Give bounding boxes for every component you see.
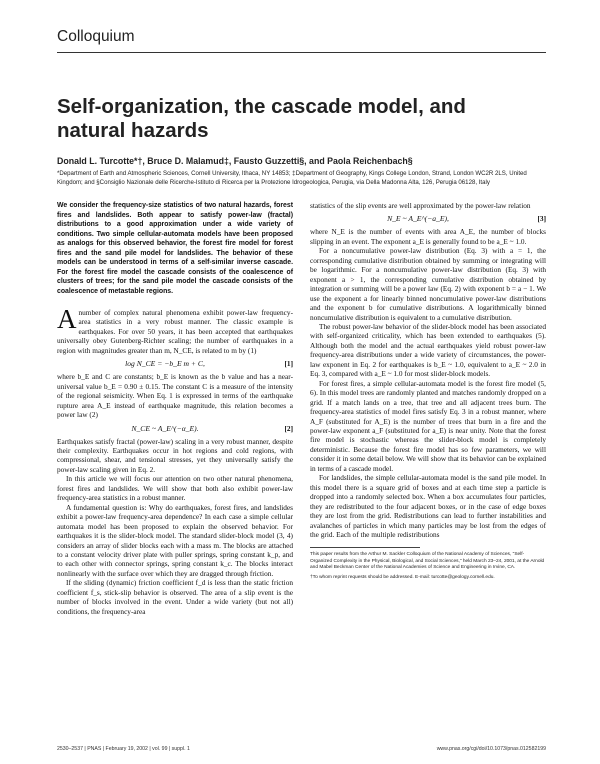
article-title: Self-organization, the cascade model, and natural hazards: [57, 95, 466, 142]
right-column: [310, 201, 546, 584]
header-rule: [57, 52, 546, 53]
paragraph: The robust power-law behavior of the slider-block model has been associated with self-organized criticality, which has been extended to earthquakes (5). Although both the model and the actual earthquakes yield robust power-law frequency-area distributions under a wide variety of circumstances, the power-law exponent in Eq. 2 for earthquakes is b_E ~ 1.0, equivalent to a_E ~ 2.0 in Eq. 3, compared with a_E ~ 1.0 for most slider-block models.: [310, 321, 546, 379]
equation-3: [310, 210, 546, 227]
affiliations: *Department of Earth and Atmospheric Sciences, Cornell University, Ithaca, NY 14853; ‡Department of Geography, Kings College London, Strand, London WC2R 2LS, United Kingdom; and §Consiglio Nazionale delle Ricerche-Istituto di Ricerca per la Protezione Idrogeologica, Perugia, via Della Madonna Alta, 126, Perugia 06128, Italy: [57, 170, 527, 186]
paragraph-text: number of complex natural phenomena exhibit power-law frequency-area statistics in a very robust manner. The classic example is earthquakes. For over 50 years, it has been accepted that earthquakes universally obey Gutenberg-Richter scaling; the number of earthquakes in a region with magnitudes greater than m, N_CE, is related to m by (1): [57, 308, 293, 355]
footnote: This paper results from the Arthur M. Sackler Colloquium of the National Academy of Sciences, "Self-Organized Complexity in the Physical, Biological, and Social Sciences," held March 23–24, 2001, at the Arnold and Mabel Beckman Center of the National Academies of Science and Engineering in Irvine, CA.: [310, 552, 545, 571]
footer-doi: www.pnas.org/cgi/doi/10.1073/pnas.012582199: [436, 746, 546, 752]
footer-citation: 2530–2537 | PNAS | February 19, 2002 | vol. 99 | suppl. 1: [57, 746, 190, 752]
drop-cap: A: [57, 304, 77, 334]
left-column: [57, 201, 293, 616]
section-label: Colloquium: [57, 28, 135, 45]
equation-expression: log N_CE = −b_E m + C,: [125, 359, 205, 369]
equation-number: [1]: [284, 359, 293, 369]
paragraph: Earthquakes satisfy fractal (power-law) scaling in a very robust manner, despite their complexity. Earthquakes occur in hot regions and cold regions, with compressional, shear, and tensional stresses, yet they universally satisfy the power-law scaling given in Eq. 2.: [57, 436, 293, 474]
paragraph: where N_E is the number of events with area A_E, the number of blocks slipping in an event. The exponent a_E is generally found to be a_E ~ 1.0.: [310, 227, 546, 246]
paragraph: A fundamental question is: Why do earthquakes, forest fires, and landslides exhibit a power-law frequency-area dependence? In each case a simple cellular automata model has been proposed to explain the observed behavior. For earthquakes it is the slider-block model. The standard slider-block model (3, 4) considers an array of slider blocks each with a mass m. The blocks are attached to a constant velocity driver plate with puller springs, spring constant k_p, and to each other with connector springs, spring constant k_c. The blocks interact nonlinearly with the surface over which they are dragged through friction.: [57, 502, 293, 578]
paragraph: where b_E and C are constants; b_E is known as the b value and has a near-universal value b_E = 0.90 ± 0.15. The constant C is a measure of the intensity of the regional seismicity. When Eq. 1 is expressed in terms of the earthquake rupture area A_E instead of earthquake magnitude, this relation becomes a power law (2): [57, 372, 293, 420]
paragraph: [57, 304, 293, 355]
paragraph: In this article we will focus our attention on two other natural phenomena, forest fires and landslides. We will show that both also exhibit power-law frequency-area statistics in a robust manner.: [57, 474, 293, 503]
equation-expression: N_CE ~ A_E^(−α_E).: [131, 423, 199, 433]
equation-number: [3]: [537, 214, 546, 224]
paragraph: statistics of the slip events are well approximated by the power-law relation: [310, 201, 531, 210]
paragraph: If the sliding (dynamic) friction coefficient f_d is less than the static friction coefficient f_s, stick-slip behavior is observed. The area of a slip event is the number of blocks involved in the event. Under a wide variety (but not all) conditions, the frequency-area: [57, 578, 293, 616]
paragraph: For a noncumulative power-law distribution (Eq. 3) with a = 1, the corresponding cumulative distribution obtained by summing or integrating will be logarithmic. For a noncumulative power-law distribution (Eq. 3) with exponent a > 1, the corresponding cumulative distribution obtained by integration or summing will be a power law (Eq. 2) with exponent b = a − 1. We use the exponent a for linearly binned noncumulative power-law distributions and the exponent b for cumulative distributions. A logarithmically binned noncumulative distribution is equivalent to a cumulative distribution.: [310, 246, 546, 322]
equation-2: [57, 420, 293, 437]
equation-expression: N_E ~ A_E^(−a_E),: [387, 214, 449, 224]
footnote-rule: [310, 547, 420, 548]
footnote: †To whom reprint requests should be addressed. E-mail: turcotte@geology.cornell.edu.: [310, 574, 495, 580]
equation-1: [57, 355, 293, 372]
equation-number: [2]: [284, 423, 293, 433]
abstract: We consider the frequency-size statistics of two natural hazards, forest fires and landslides. Both appear to satisfy power-law (fractal) distributions to a good approximation under a wide variety of conditions. Two simple cellular-automata models have been proposed as analogs for this observed behavior, the forest fire model for forest fires and the sand pile model for landslides. The behavior of these models can be understood in terms of a self-similar inverse cascade. For the forest fire model the cascade consists of the coalescence of clusters of trees; for the sand pile model the cascade consists of the coalescence of metastable regions.: [57, 202, 293, 295]
paragraph: For landslides, the simple cellular-automata model is the sand pile model. In this model there is a square grid of boxes and at each time step a particle is dropped into a randomly selected box. When a box accumulates four particles, they are redistributed to the four adjacent boxes, or in the case of edge boxes they are lost from the grid. Redistributions can lead to further instabilities and avalanches of particles in which many particles may be lost from the edges of the grid. Each of the multiple redistributions: [310, 473, 546, 539]
authors: Donald L. Turcotte*†, Bruce D. Malamud‡, Fausto Guzzetti§, and Paola Reichenbach§: [57, 156, 413, 166]
paragraph: For forest fires, a simple cellular-automata model is the forest fire model (5, 6). In this model trees are randomly planted and matches randomly dropped on a grid. If a match lands on a tree, that tree and all adjacent trees burn. The frequency-area statistics of model fires satisfy Eq. 3 in a robust manner, where A_F (substituted for A_E) is the number of trees that burn in a fire and the power-law exponent a_F (substituted for a_E) is near unity. Note that the forest fire model is stochastic whereas the slider-block model is completely deterministic. Because the forest fire model has so few parameters, we will consider it in some detail below. We will show that its behavior can be explained in terms of a cascade model.: [310, 378, 546, 473]
